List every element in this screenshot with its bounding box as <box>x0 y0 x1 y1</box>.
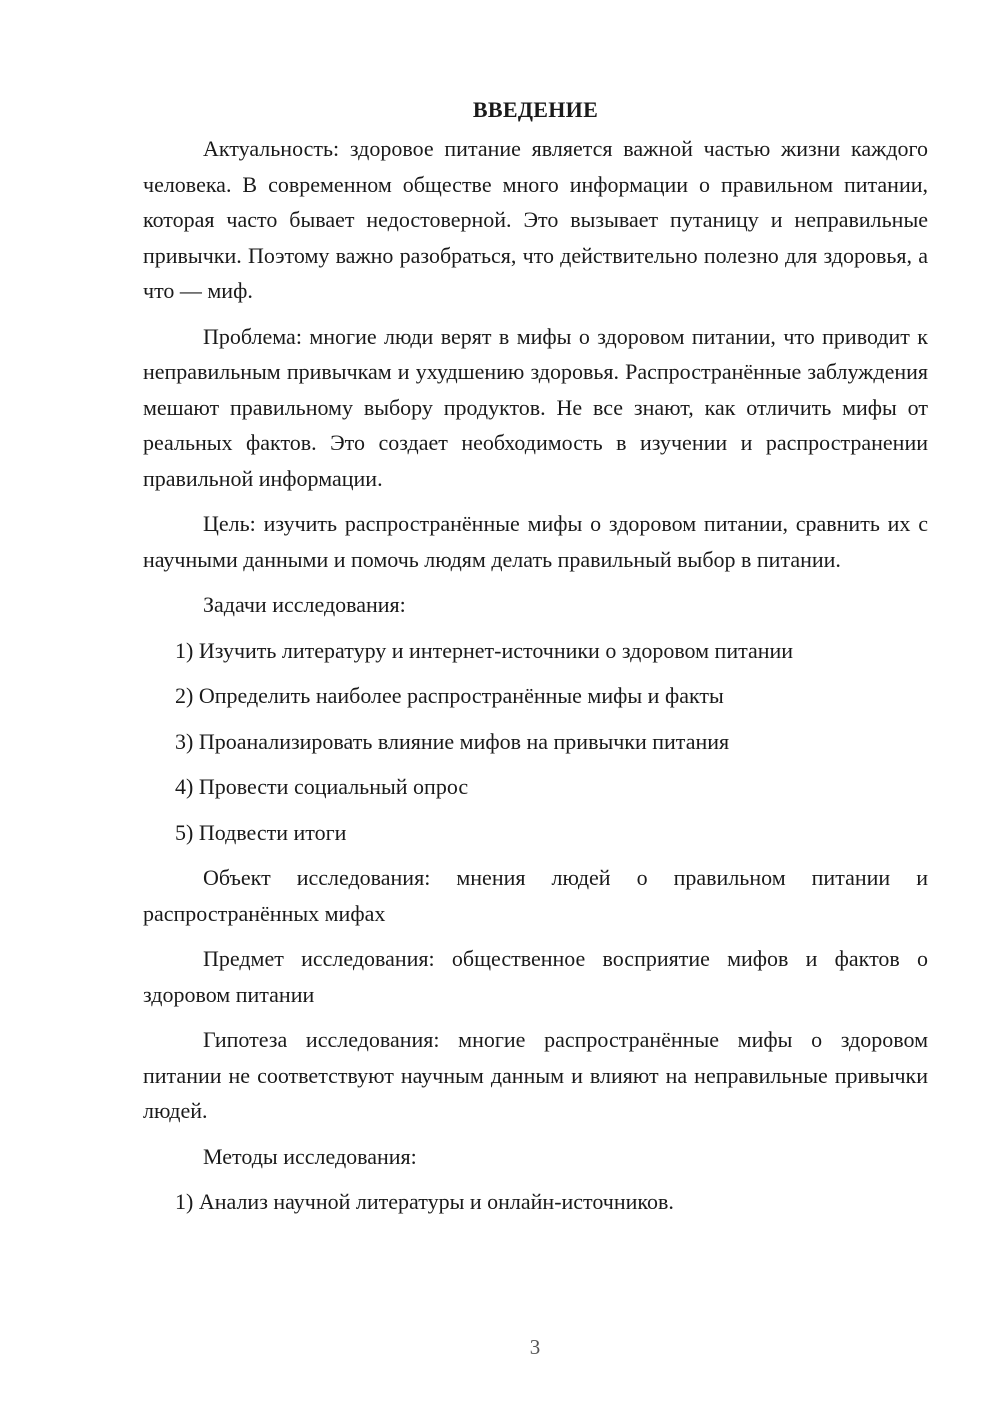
list-item: 2) Определить наиболее распространённые мифы и факты <box>175 683 724 708</box>
relevance-paragraph: Актуальность: здоровое питание является важной частью жизни каждого человека. В современном обществе много информации о правильном питании, которая часто бывает недостоверной. Это вызывает путаницу и неправильные привычки. Поэтому важно разобраться, что действительно полезно для здоровья, а что — миф. <box>143 136 928 303</box>
tasks-list <box>143 633 928 851</box>
list-item: 4) Провести социальный опрос <box>175 774 469 799</box>
hypothesis-paragraph: Гипотеза исследования: многие распространённые мифы о здоровом питании не соответствуют научным данным и влияют на неправильные привычки людей. <box>143 1027 928 1123</box>
page-number: 3 <box>529 1335 541 1359</box>
list-item: 1) Изучить литературу и интернет-источники о здоровом питании <box>175 637 794 663</box>
methods-list <box>143 1184 928 1220</box>
methods-heading: Методы исследования: <box>203 1143 417 1169</box>
list-item: 3) Проанализировать влияние мифов на привычки питания <box>175 728 730 754</box>
problem-paragraph: Проблема: многие люди верят в мифы о здоровом питании, что приводит к неправильным привычкам и ухудшению здоровья. Распространённые заблуждения мешают правильному выбору продуктов. Не все знают, как отличить мифы от реальных фактов. Это создает необходимость в изучении и распространении правильной информации. <box>143 323 928 491</box>
document-page <box>143 95 928 1230</box>
section-title: ВВЕДЕНИЕ <box>472 97 599 122</box>
goal-paragraph: Цель: изучить распространённые мифы о здоровом питании, сравнить их с научными данными и помочь людям делать правильный выбор в питании. <box>143 511 928 572</box>
list-item: 5) Подвести итоги <box>175 819 347 845</box>
tasks-heading: Задачи исследования: <box>203 592 406 617</box>
subject-paragraph: Предмет исследования: общественное восприятие мифов и фактов о здоровом питании <box>143 946 928 1007</box>
object-paragraph: Объект исследования: мнения людей о правильном питании и распространённых мифах <box>143 865 928 926</box>
list-item: 1) Анализ научной литературы и онлайн-источников. <box>175 1189 674 1214</box>
